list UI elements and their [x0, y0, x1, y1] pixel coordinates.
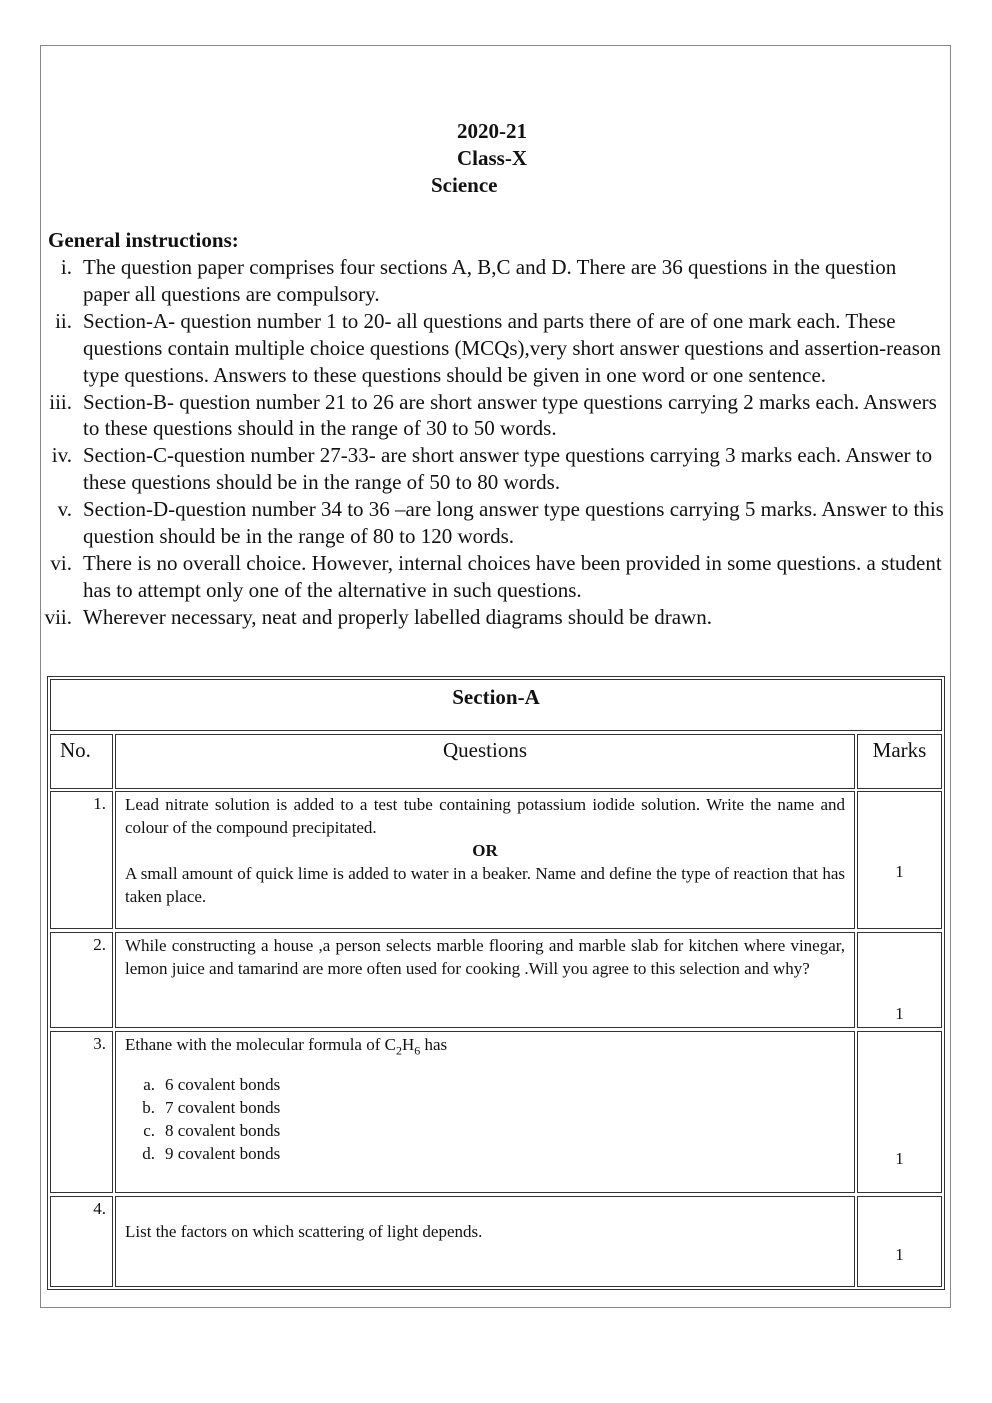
instruction-number: iii. [49, 389, 72, 414]
instruction-text: Section-A- question number 1 to 20- all questions and parts there of are of one mark each. These questions contain multiple choice questions (MCQs),very short answer questions and assertion-reason type questions. Answers to these questions should be given in one word or one sentence. [83, 308, 941, 387]
instruction-number: v. [57, 497, 72, 522]
option-text: 7 covalent bonds [165, 1098, 281, 1118]
instruction-item [40, 496, 945, 550]
section-title: Section-A [50, 679, 942, 731]
question-number: 1. [50, 791, 113, 929]
question-text: While constructing a house ,a person selects marble flooring and marble slab for kitchen where vinegar, lemon juice and tamarind are more often used for cooking .Will you agree to this selection and why? [115, 932, 855, 1028]
question-text [115, 791, 855, 929]
instruction-item [40, 604, 945, 631]
exam-class: Class-X [457, 146, 528, 170]
instruction-text: Section-C-question number 27-33- are short answer type questions carrying 3 marks each. Answer to these questions should be in the range of 50 to 80 words. [83, 443, 933, 495]
instruction-item [40, 550, 945, 604]
option-text: 6 covalent bonds [165, 1075, 281, 1095]
option-letter: c. [143, 1121, 155, 1141]
instructions-title: General instructions: [48, 228, 239, 252]
question-number: 3. [50, 1031, 113, 1193]
instruction-number: iv. [51, 443, 72, 468]
option-item [135, 1096, 845, 1119]
question-text-b: A small amount of quick lime is added to water in a beaker. Name and define the type of reaction that has taken place. [125, 864, 845, 906]
marks-value: 1 [895, 1149, 904, 1168]
instruction-item [40, 389, 945, 443]
instruction-item [40, 254, 945, 308]
question-number: 4. [50, 1196, 113, 1287]
question-text: List the factors on which scattering of light depends. [115, 1196, 855, 1287]
option-text: 9 covalent bonds [165, 1144, 281, 1164]
column-header-questions: Questions [115, 734, 855, 789]
instruction-number: ii. [55, 308, 72, 333]
option-letter: b. [142, 1098, 155, 1118]
question-text-prefix: Ethane with the molecular formula of C [125, 1035, 396, 1054]
instructions-list [40, 254, 945, 631]
instruction-text: Wherever necessary, neat and properly labelled diagrams should be drawn. [83, 604, 712, 629]
exam-year: 2020-21 [457, 119, 527, 143]
marks-cell [857, 1196, 942, 1287]
marks-cell [857, 1031, 942, 1193]
marks-value: 1 [895, 862, 904, 881]
option-item [135, 1142, 845, 1165]
instruction-item [40, 442, 945, 496]
instruction-number: vii. [44, 604, 72, 629]
question-number: 2. [50, 932, 113, 1028]
subscript: 2 [395, 1043, 402, 1058]
option-letter: d. [142, 1144, 155, 1164]
exam-subject: Science [431, 173, 498, 197]
marks-cell [857, 932, 942, 1028]
question-text-a: Lead nitrate solution is added to a test tube containing potassium iodide solution. Write the name and colour of the compound precipitated. [125, 795, 845, 837]
column-header-no: No. [50, 734, 113, 789]
question-text [115, 1031, 855, 1193]
instruction-text: Section-D-question number 34 to 36 –are long answer type questions carrying 5 marks. Answer to this question should be in the range of 80 to 120 words. [83, 497, 944, 549]
instruction-text: There is no overall choice. However, internal choices have been provided in some questions. a student has to attempt only one of the alternative in such questions. [83, 550, 942, 602]
instruction-item [40, 308, 945, 389]
instruction-text: The question paper comprises four sections A, B,C and D. There are 36 questions in the question paper all questions are compulsory. [83, 255, 897, 306]
marks-value: 1 [895, 1004, 904, 1023]
formula-h: H [401, 1035, 415, 1054]
marks-cell [857, 791, 942, 929]
options-list [135, 1073, 845, 1165]
instruction-text: Section-B- question number 21 to 26 are short answer type questions carrying 2 marks each. Answers to these questions should in the range of 30 to 50 words. [83, 389, 937, 441]
instruction-number: vi. [50, 550, 72, 575]
option-text: 8 covalent bonds [165, 1121, 281, 1141]
column-header-marks: Marks [857, 734, 942, 789]
instruction-number: i. [60, 255, 72, 279]
question-text-suffix: has [420, 1035, 448, 1054]
or-label: OR [472, 841, 498, 860]
subscript: 6 [414, 1043, 421, 1058]
option-letter: a. [143, 1075, 155, 1095]
option-item [135, 1119, 845, 1142]
option-item [135, 1073, 845, 1096]
marks-value: 1 [895, 1245, 904, 1264]
